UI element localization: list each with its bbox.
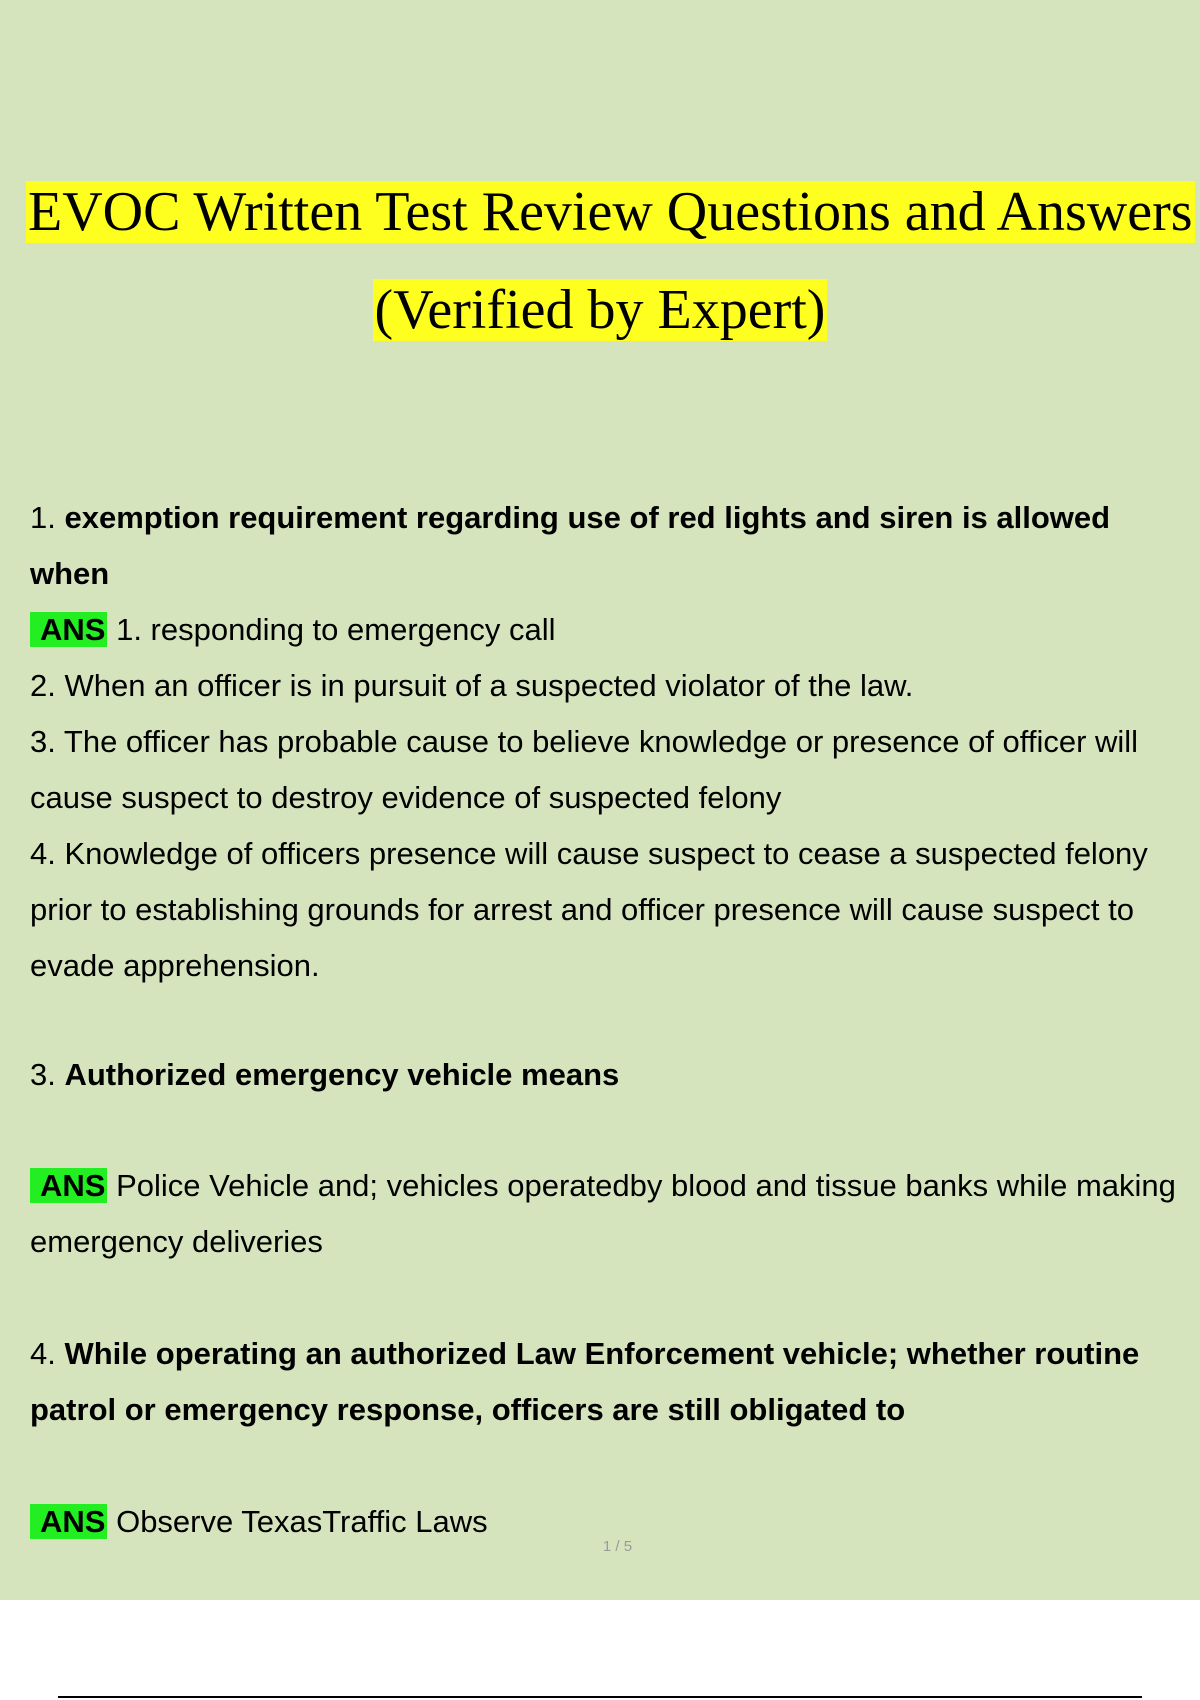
next-page-top-rule [58, 1696, 1142, 1698]
question-3 [30, 1047, 1190, 1103]
ans-badge: ANS [30, 612, 107, 647]
answer-1-text-1: 1. responding to emergency call [116, 612, 556, 647]
answer-1-line-2: 2. When an officer is in pursuit of a suspected violator of the law. [30, 668, 914, 703]
document-title-line-2 [0, 278, 1200, 342]
answer-3 [30, 1158, 1190, 1270]
question-1 [30, 490, 1190, 602]
answer-1-line-3: 3. The officer has probable cause to believe knowledge or presence of officer will cause suspect to destroy evidence of suspected felony [30, 724, 1139, 815]
question-4 [30, 1326, 1190, 1438]
document-title-line-1 [26, 180, 1200, 244]
answer-1-line-4: 4. Knowledge of officers presence will cause suspect to cease a suspected felony prior to establishing grounds for arrest and officer presence will cause suspect to evade apprehension. [30, 836, 1148, 983]
question-4-number: 4. [30, 1336, 56, 1371]
question-3-number: 3. [30, 1057, 56, 1092]
question-4-text: While operating an authorized Law Enforcement vehicle; whether routine patrol or emergency response, officers are still obligated to [30, 1336, 1140, 1427]
title-highlight-1: EVOC Written Test Review Questions and Answers [28, 181, 1193, 243]
ans-badge: ANS [30, 1168, 107, 1203]
question-1-number: 1. [30, 500, 56, 535]
answer-3-text: Police Vehicle and; vehicles operatedby blood and tissue banks while making emergency deliveries [30, 1168, 1176, 1259]
question-1-text: exemption requirement regarding use of red lights and siren is allowed when [30, 500, 1111, 591]
question-3-text: Authorized emergency vehicle means [64, 1057, 620, 1092]
answer-1-line-1 [30, 602, 1190, 658]
answer-4-text: Observe TexasTraffic Laws [116, 1504, 488, 1539]
title-highlight-2: (Verified by Expert) [374, 279, 826, 341]
page-number: 1 / 5 [602, 1538, 633, 1555]
answer-1 [30, 602, 1190, 994]
ans-badge: ANS [30, 1504, 107, 1539]
